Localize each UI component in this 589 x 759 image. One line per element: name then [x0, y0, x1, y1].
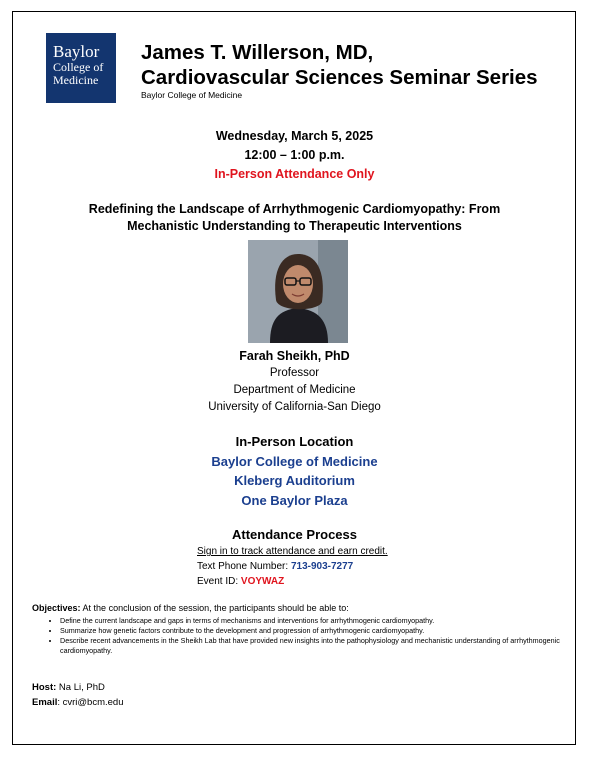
host-label: Host:	[32, 682, 57, 693]
objectives-label: Objectives:	[32, 603, 81, 613]
speaker-department: Department of Medicine	[233, 384, 356, 396]
event-id-value: VOYWAZ	[240, 576, 285, 587]
event-time: 12:00 – 1:00 p.m.	[244, 148, 345, 162]
event-id-row	[197, 574, 388, 589]
objective-item: • Describe recent advancements in the Sheikh Lab that have provided new insights into the pathophysiology and mechanistic understanding of arrhythmogenic cardiomyopathy.	[60, 636, 562, 656]
location-heading: In-Person Location	[235, 434, 354, 449]
logo-line3: Medicine	[53, 73, 99, 87]
series-title-line2: Cardiovascular Sciences Seminar Series	[141, 66, 538, 89]
objectives-intro: At the conclusion of the session, the participants should be able to:	[82, 603, 349, 613]
series-subtitle: Baylor College of Medicine	[141, 90, 243, 100]
phone-row	[197, 559, 388, 574]
phone-label: Text Phone Number:	[197, 561, 289, 572]
attendance-note: In-Person Attendance Only	[214, 167, 375, 181]
objective-item: • Summarize how genetic factors contribute to the development and progression of arrhythmogenic cardiomyopathy.	[60, 626, 562, 636]
event-date: Wednesday, March 5, 2025	[215, 129, 374, 143]
logo-line2: College of	[53, 60, 104, 74]
email-value[interactable]: : cvri@bcm.edu	[57, 697, 124, 708]
speaker-photo	[248, 240, 348, 343]
objectives-list	[32, 616, 562, 656]
objectives-section	[32, 603, 562, 656]
baylor-logo	[46, 33, 116, 103]
phone-number: 713-903-7277	[290, 561, 354, 572]
talk-title-line1: Redefining the Landscape of Arrhythmogenic Cardiomyopathy: From	[88, 202, 501, 216]
attendance-details	[197, 544, 388, 589]
objectives-intro-row	[32, 603, 562, 615]
speaker-name: Farah Sheikh, PhD	[239, 349, 350, 363]
email-row	[32, 697, 124, 708]
event-id-label: Event ID:	[197, 576, 239, 587]
attendance-heading: Attendance Process	[232, 527, 357, 542]
location-line2: Kleberg Auditorium	[234, 473, 355, 488]
objective-item: • Define the current landscape and gaps in terms of mechanisms and interventions for arrhythmogenic cardiomyopathy.	[60, 616, 562, 626]
location-line1: Baylor College of Medicine	[211, 454, 378, 469]
series-title	[141, 40, 538, 90]
speaker-role: Professor	[269, 367, 320, 379]
host-value: Na Li, PhD	[58, 682, 105, 693]
location-line3: One Baylor Plaza	[241, 493, 348, 508]
talk-title-line2: Mechanistic Understanding to Therapeutic Interventions	[127, 219, 462, 233]
email-label: Email	[32, 697, 58, 708]
speaker-institution: University of California-San Diego	[208, 401, 381, 413]
host-row	[32, 682, 105, 693]
series-title-line1: James T. Willerson, MD,	[141, 41, 374, 64]
sign-in-link[interactable]: Sign in to track attendance and earn credit.	[197, 546, 388, 557]
logo-line1: Baylor	[53, 42, 100, 61]
